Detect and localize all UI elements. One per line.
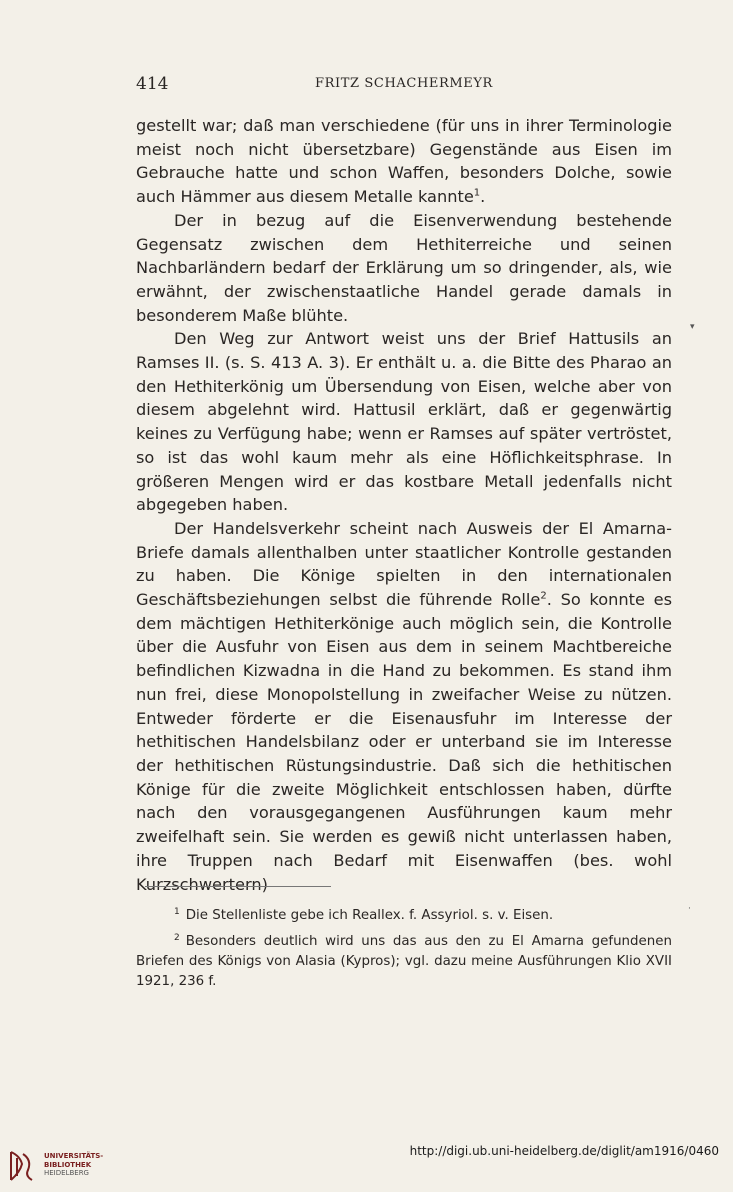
footnote-ref-1: 1: [473, 187, 481, 199]
paragraph-4: [136, 517, 672, 896]
logo-line-1: UNIVERSITÄTS-: [44, 1152, 104, 1160]
page-number: 414: [136, 74, 169, 94]
logo-line-2: BIBLIOTHEK: [44, 1160, 92, 1169]
footnotes: [136, 902, 672, 994]
paragraph-1-text: gestellt war; daß man verschiedene (für uns in ihrer Terminologie meist noch nicht übersetzbare) Gegenstände aus Eisen im Gebrauche hatte und schon Waffen, besonders Dolche, sowie auch Hämmer aus diesem Metalle kannte: [136, 116, 672, 207]
source-url[interactable]: http://digi.ub.uni-heidelberg.de/diglit/am1916/0460: [409, 1144, 719, 1158]
paragraph-4-continuation: . So konnte es dem mächtigen Hethiterkönige auch möglich sein, die Kontrolle über die Ausfuhr von Eisen aus dem in seinem Machtbereiche befindlichen Kizwadna in die Hand zu bekommen. Es stand ihm nun frei, diese Monopolstellung in zweifacher Weise zu nützen. Entweder förderte er die Eisenausfuhr im Interesse der hethitischen Handelsbilanz oder er unterband sie im Interesse der hethitischen Rüstungsindustrie. Daß sich die hethitischen Könige für die zweite Möglichkeit entschlossen haben, dürfte nach den vorausgegangenen Ausführungen kaum mehr zweifelhaft sein. Sie werden es gewiß nicht unterlassen haben, ihre Truppen nach Bedarf mit Eisenwaffen (bes. wohl Kurzschwertern): [136, 590, 672, 894]
footnote-2: [136, 928, 672, 992]
footnote-ref-2: 2: [540, 590, 547, 602]
footnote-1-text: Die Stellenliste gebe ich Reallex. f. Assyriol. s. v. Eisen.: [185, 908, 554, 923]
paragraph-3: Den Weg zur Antwort weist uns der Brief Hattusils an Ramses II. (s. S. 413 A. 3). Er enthält u. a. die Bitte des Pharao an den Hethiterkönig um Übersendung von Eisen, welche aber von diesem abgelehnt wird. Hattusil erklärt, daß er gegenwärtig keines zu Verfügung habe; wenn er Ramses auf später vertröstet, so ist das wohl kaum mehr als eine Höflichkeitsphrase. In größeren Mengen wird er das kostbare Metall jedenfalls nicht abgegeben haben.: [136, 329, 672, 515]
margin-mark: ▾: [690, 322, 695, 332]
footnote-1: [136, 902, 672, 926]
page-header: [136, 74, 672, 98]
paragraph-1: [136, 114, 672, 209]
library-emblem-icon: [8, 1148, 38, 1184]
library-logo: [8, 1148, 128, 1184]
running-head: FRITZ SCHACHERMEYR: [315, 76, 493, 91]
paragraph-1-end: .: [480, 187, 486, 207]
footnote-2-text: Besonders deutlich wird uns das aus den zu El Amarna gefundenen Briefen des Königs von Alasia (Kypros); vgl. dazu meine Ausführungen Klio XVII 1921, 236 f.: [136, 934, 672, 989]
footnote-1-number: 1: [174, 907, 180, 917]
library-name: [44, 1152, 103, 1178]
margin-dot: ·: [688, 904, 691, 914]
footnote-2-number: 2: [174, 933, 180, 943]
logo-line-3: HEIDELBERG: [44, 1169, 89, 1177]
footnote-divider: [145, 886, 331, 887]
body-text: [136, 114, 672, 896]
paragraph-2: Der in bezug auf die Eisenverwendung bestehende Gegensatz zwischen dem Hethiterreiche und seinen Nachbarländern bedarf der Erklärung um so dringender, als, wie erwähnt, der zwischenstaatliche Handel gerade damals in besonderem Maße blühte.: [136, 210, 672, 325]
paragraph-4-text: Der Handelsverkehr scheint nach Ausweis der El Amarna-Briefe damals allenthalben unter staatlicher Kontrolle gestanden zu haben. Die Könige spielten in den internationalen Geschäftsbeziehungen selbst die führende Rolle: [136, 518, 672, 610]
